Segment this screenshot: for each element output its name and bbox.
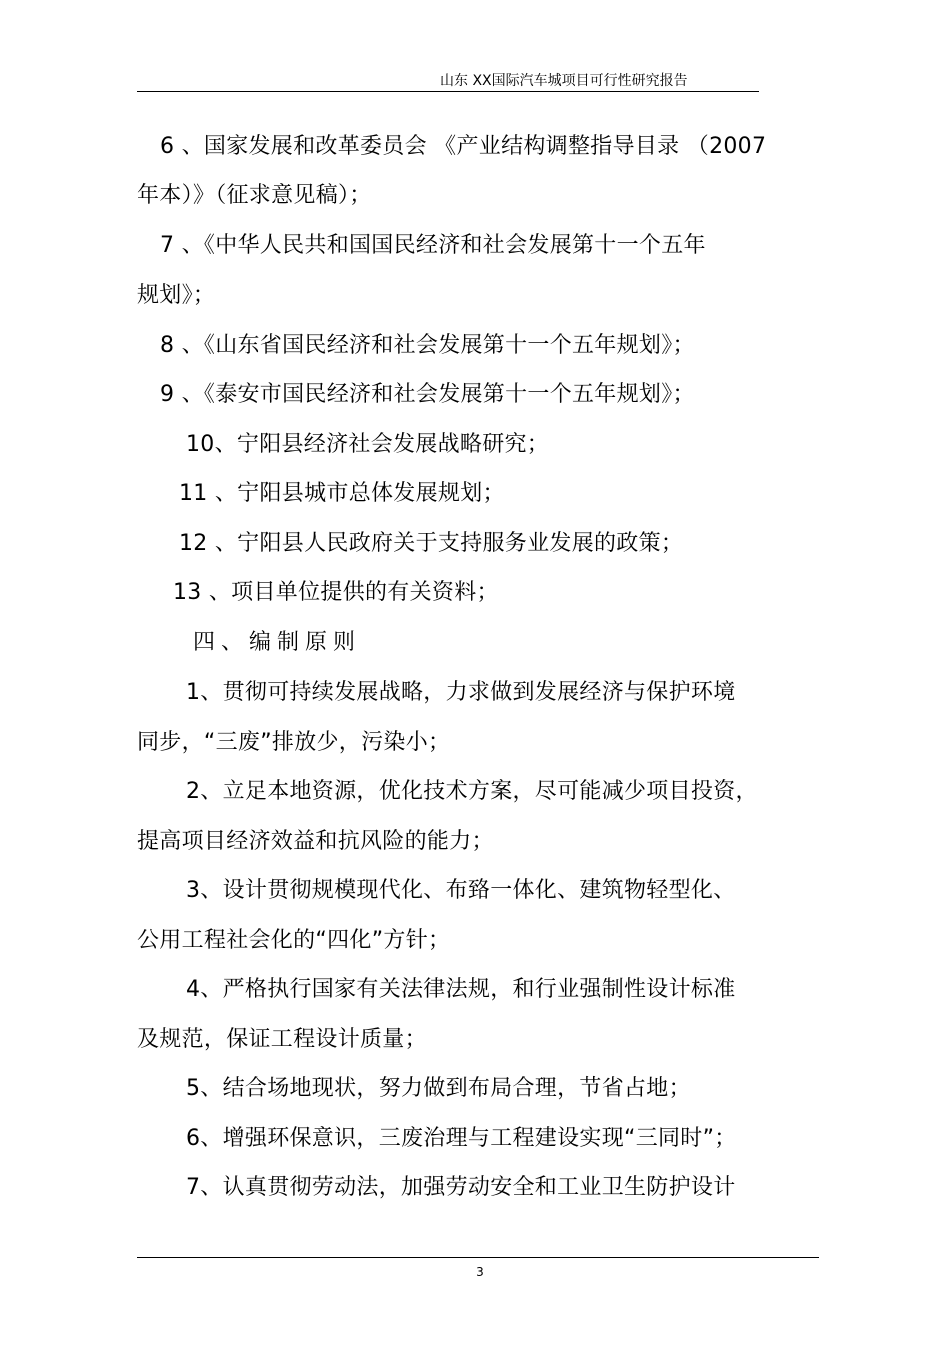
list-item-9: 9 、《泰安市国民经济和社会发展第十一个五年规划》； (160, 382, 695, 407)
principle-1: 1、贯彻可持续发展战略，力求做到发展经济与保护环境 (186, 680, 736, 705)
principle-1-continued: 同步，“三废”排放少，污染小； (137, 730, 451, 755)
principle-7: 7、认真贯彻劳动法，加强劳动安全和工业卫生防护设计 (186, 1175, 736, 1200)
principle-3-continued: 公用工程社会化的“四化”方针； (137, 928, 451, 953)
list-item-6: 6 、国家发展和改革委员会 《产业结构调整指导目录 （2007 (160, 134, 767, 159)
list-item-13: 13 、项目单位提供的有关资料； (173, 580, 499, 605)
principle-4: 4、严格执行国家有关法律法规，和行业强制性设计标准 (186, 977, 736, 1002)
principle-4-continued: 及规范，保证工程设计质量； (137, 1027, 427, 1052)
list-item-8: 8 、《山东省国民经济和社会发展第十一个五年规划》； (160, 333, 695, 358)
list-item-7: 7 、《中华人民共和国国民经济和社会发展第十一个五年 (160, 233, 706, 258)
principle-2-continued: 提高项目经济效益和抗风险的能力； (137, 829, 494, 854)
principle-5: 5、结合场地现状，努力做到布局合理，节省占地； (186, 1076, 691, 1101)
header-divider (137, 91, 759, 92)
page-number: 3 (476, 1265, 484, 1279)
list-item-12: 12 、宁阳县人民政府关于支持服务业发展的政策； (179, 531, 684, 556)
list-item-11: 11 、宁阳县城市总体发展规划； (179, 481, 505, 506)
principle-6: 6、增强环保意识，三废治理与工程建设实现“三同时”； (186, 1126, 737, 1151)
list-item-6-continued: 年本）》（征求意见稿）； (137, 183, 372, 208)
section-heading: 四、编制原则 (193, 630, 362, 655)
running-header: 山东 XX国际汽车城项目可行性研究报告 (440, 73, 688, 89)
footer-divider (137, 1257, 819, 1258)
list-item-7-continued: 规划》； (137, 283, 216, 308)
list-item-10: 10、宁阳县经济社会发展战略研究； (186, 432, 550, 457)
principle-3: 3、设计贯彻规模现代化、布臵一体化、建筑物轻型化、 (186, 878, 736, 903)
principle-2: 2、立足本地资源，优化技术方案，尽可能减少项目投资， (186, 779, 758, 804)
